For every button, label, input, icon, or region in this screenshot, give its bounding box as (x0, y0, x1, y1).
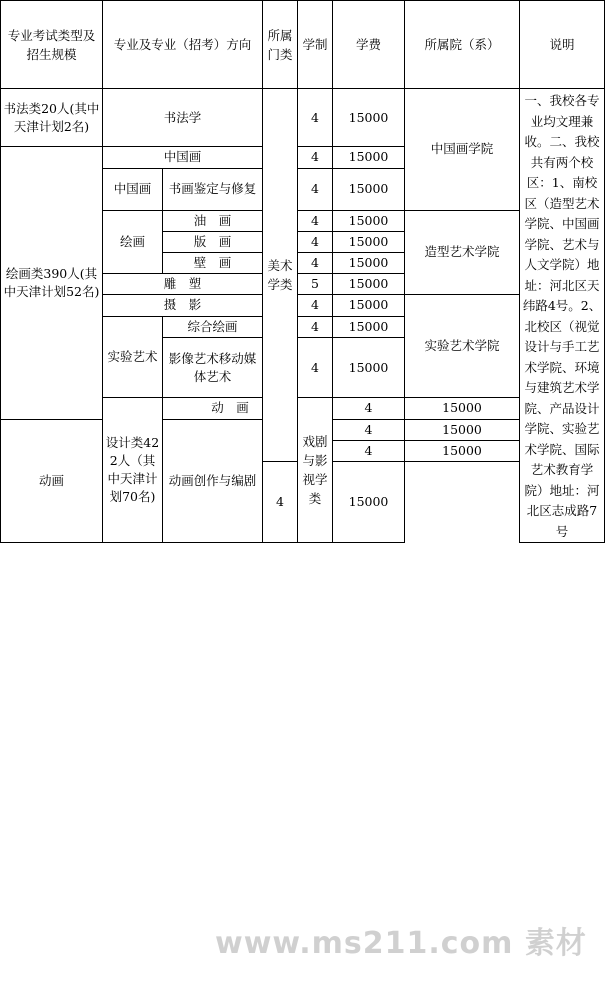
tuition-cell: 15000 (333, 462, 405, 543)
major-animation: 动 画 (163, 398, 298, 420)
college-plastic-arts: 造型艺术学院 (405, 210, 520, 295)
major-calligraphy: 书法学 (103, 89, 263, 147)
major-comprehensive: 综合绘画 (163, 316, 263, 338)
major-sculpture: 雕 塑 (103, 274, 263, 295)
duration-cell: 4 (298, 89, 333, 147)
major-print: 版 画 (163, 232, 263, 253)
duration-cell: 4 (333, 441, 405, 462)
duration-cell: 4 (298, 168, 333, 210)
discipline-drama: 戏剧与影视学类 (298, 398, 333, 543)
major-image-art: 影像艺术移动媒体艺术 (163, 338, 263, 398)
header-exam-category: 专业考试类型及招生规模 (1, 1, 103, 89)
tuition-cell: 15000 (333, 274, 405, 295)
duration-cell: 4 (298, 338, 333, 398)
tuition-cell: 15000 (333, 210, 405, 232)
header-duration: 学制 (298, 1, 333, 89)
major-oil: 油 画 (163, 210, 263, 232)
duration-cell: 4 (298, 295, 333, 317)
duration-cell: 4 (298, 147, 333, 169)
college-experimental: 实验艺术学院 (405, 295, 520, 398)
major-chinese-painting: 中国画 (103, 147, 263, 169)
tuition-cell: 15000 (405, 441, 520, 462)
header-college: 所属院（系） (405, 1, 520, 89)
group-experimental: 实验艺术 (103, 316, 163, 398)
header-notes: 说明 (520, 1, 605, 89)
tuition-cell: 15000 (333, 232, 405, 253)
group-painting: 绘画 (103, 210, 163, 274)
duration-cell: 4 (298, 316, 333, 338)
major-photography: 摄 影 (103, 295, 263, 317)
tuition-cell: 15000 (405, 398, 520, 420)
duration-cell: 4 (333, 398, 405, 420)
discipline-fine-arts: 美术学类 (263, 89, 298, 462)
header-tuition: 学费 (333, 1, 405, 89)
table-row (1, 89, 605, 147)
header-discipline: 所属门类 (263, 1, 298, 89)
watermark: www.ms211.com 素材 (215, 926, 587, 961)
tuition-cell: 15000 (333, 253, 405, 274)
category-calligraphy: 书法类20人(其中天津计划2名) (1, 89, 103, 147)
header-row (1, 1, 605, 89)
duration-cell: 4 (298, 253, 333, 274)
category-design: 设计类422人（其中天津计划70名) (103, 398, 163, 543)
notes-cell: 一、我校各专业均文理兼收。二、我校共有两个校区：1、南校区（造型艺术学院、中国画学院、艺术与人文学院）地址：河北区天纬路4号。2、北校区（视觉设计与手工艺术学院、环境与建筑艺术学院、产品设计学院、实验艺术学院、国际艺术教育学院）地址：河北区志成路7号 (520, 89, 605, 543)
category-painting: 绘画类390人(其中天津计划52名) (1, 147, 103, 420)
tuition-cell: 15000 (333, 147, 405, 169)
duration-cell: 4 (298, 232, 333, 253)
group-animation: 动画 (1, 419, 103, 543)
tuition-cell: 15000 (333, 89, 405, 147)
tuition-cell: 15000 (405, 419, 520, 441)
header-major-direction: 专业及专业（招考）方向 (103, 1, 263, 89)
duration-cell: 5 (298, 274, 333, 295)
major-mural: 壁 画 (163, 253, 263, 274)
tuition-cell: 15000 (333, 295, 405, 317)
tuition-cell: 15000 (333, 338, 405, 398)
major-appraisal: 书画鉴定与修复 (163, 168, 263, 210)
tuition-cell: 15000 (333, 168, 405, 210)
group-chinese-painting: 中国画 (103, 168, 163, 210)
duration-cell: 4 (298, 210, 333, 232)
duration-cell: 4 (263, 462, 298, 543)
major-animation-creation: 动画创作与编剧 (163, 419, 263, 543)
college-chinese-painting: 中国画学院 (405, 89, 520, 211)
tuition-cell: 15000 (333, 316, 405, 338)
duration-cell: 4 (333, 419, 405, 441)
